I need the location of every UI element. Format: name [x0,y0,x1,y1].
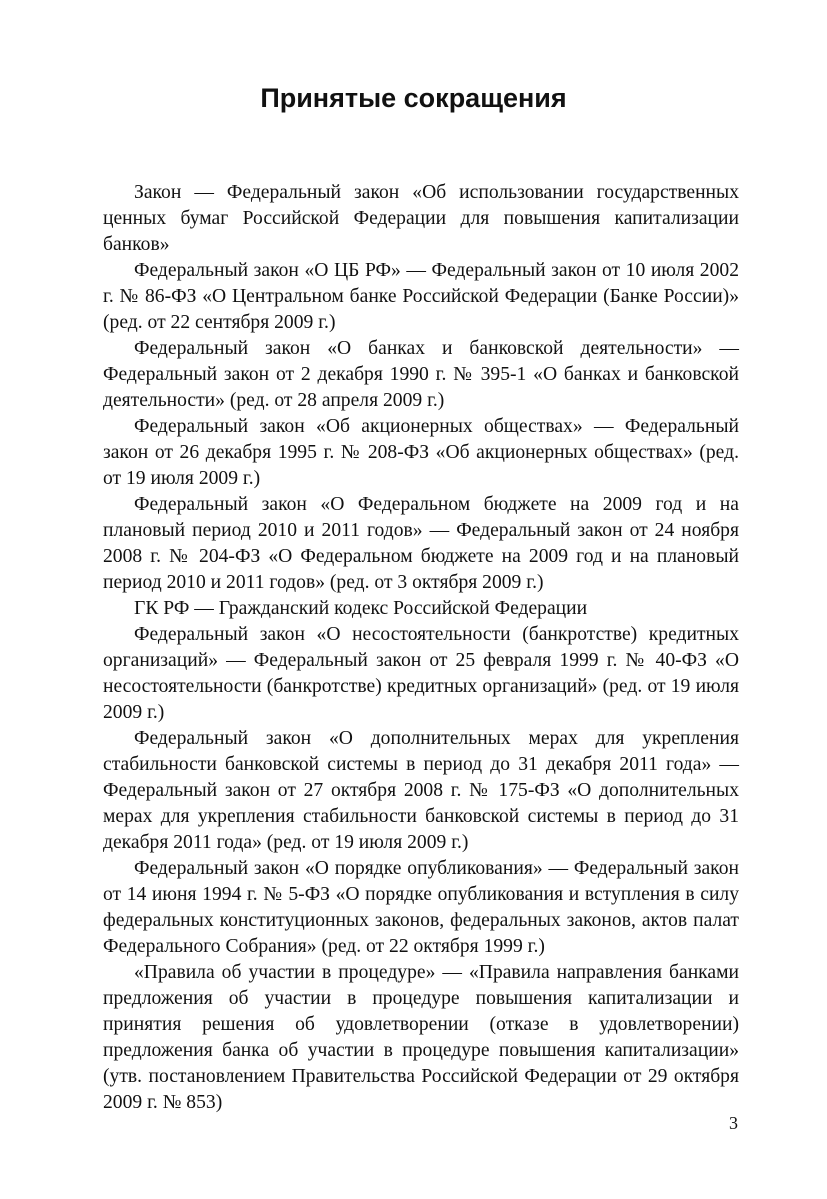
abbreviation-entry: Закон — Федеральный закон «Об использовании государственных ценных бумаг Российской Федерации для повышения капитализации банков» [103,182,739,255]
abbreviation-entry: Федеральный закон «Об акционерных обществах» — Федеральный закон от 26 декабря 1995 г. № 208-ФЗ «Об акционерных обществах» (ред. от 19 июля 2009 г.) [103,416,739,489]
abbreviation-entry: Федеральный закон «О Федеральном бюджете на 2009 год и на плановый период 2010 и 2011 годов» — Федеральный закон от 24 ноября 2008 г. № 204-ФЗ «О Федеральном бюджете на 2009 год и на плановый период 2010 и 2011 годов» (ред. от 3 октября 2009 г.) [103,494,739,593]
abbreviations-list [103,180,739,1116]
abbreviation-entry: Федеральный закон «О несостоятельности (банкротстве) кредитных организаций» — Федеральный закон от 25 февраля 1999 г. № 40-ФЗ «О несостоятельности (банкротстве) кредитных организаций» (ред. от 19 июля 2009 г.) [103,624,739,723]
page-number: 3 [729,1113,738,1133]
abbreviation-entry: «Правила об участии в процедуре» — «Правила направления банками предложения об участии в процедуре повышения капитализации и принятия решения об удовлетворении (отказе в удовлетворении) предложения банка об участии в процедуре повышения капитализации» (утв. постановлением Правительства Российской Федерации от 29 октября 2009 г. № 853) [103,962,739,1113]
abbreviation-entry: Федеральный закон «О банках и банковской деятельности» — Федеральный закон от 2 декабря 1990 г. № 395-1 «О банках и банковской деятельности» (ред. от 28 апреля 2009 г.) [103,338,739,411]
abbreviation-entry: Федеральный закон «О ЦБ РФ» — Федеральный закон от 10 июля 2002 г. № 86-ФЗ «О Центральном банке Российской Федерации (Банке России)» (ред. от 22 сентября 2009 г.) [103,260,739,333]
abbreviation-entry: ГК РФ — Гражданский кодекс Российской Федерации [134,598,588,619]
abbreviation-entry: Федеральный закон «О дополнительных мерах для укрепления стабильности банковской системы в период до 31 декабря 2011 года» — Федеральный закон от 27 октября 2008 г. № 175-ФЗ «О дополнительных мерах для укрепления стабильности банковской системы в период до 31 декабря 2011 года» (ред. от 19 июля 2009 г.) [103,728,739,853]
page-title: Принятые сокращения [260,83,567,113]
abbreviation-entry: Федеральный закон «О порядке опубликования» — Федеральный закон от 14 июня 1994 г. № 5-ФЗ «О порядке опубликования и вступления в силу федеральных конституционных законов, федеральных законов, актов палат Федерального Собрания» (ред. от 22 октября 1999 г.) [103,858,739,957]
